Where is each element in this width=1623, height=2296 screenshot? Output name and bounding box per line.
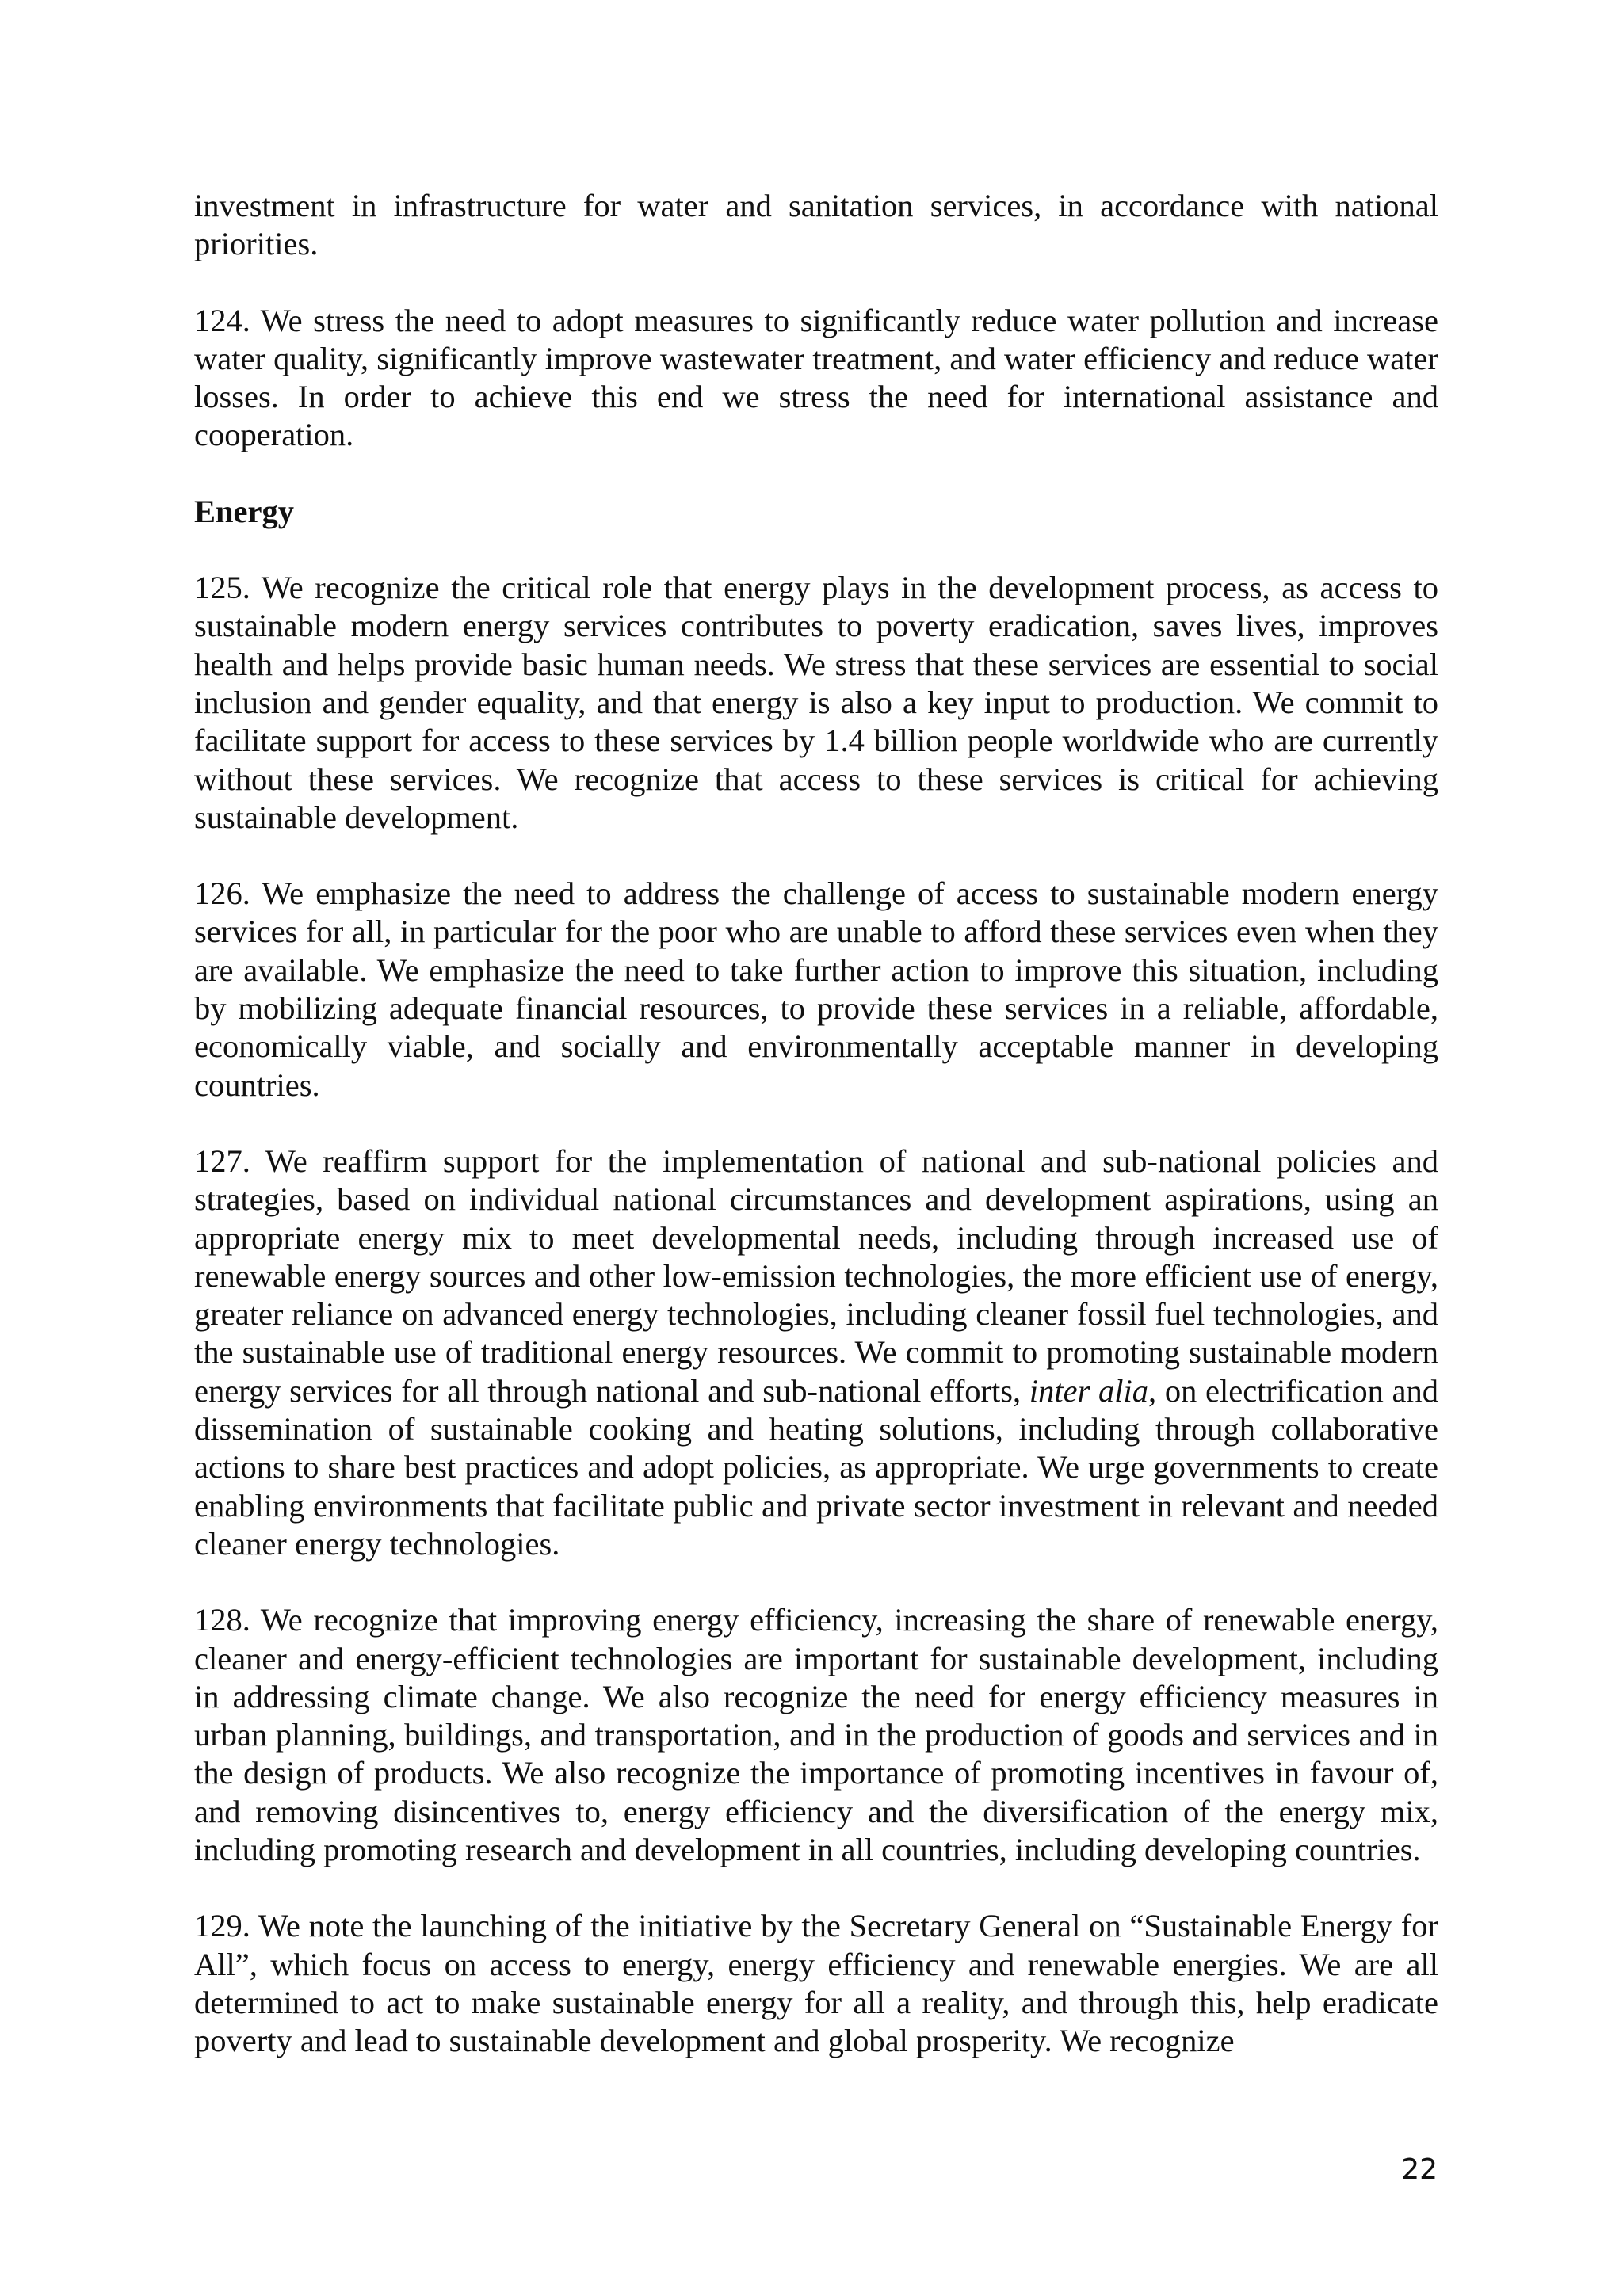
section-heading-energy: Energy	[194, 493, 294, 529]
paragraph-127-inter-alia: inter alia	[1029, 1372, 1149, 1409]
paragraph-126: 126. We emphasize the need to address the challenge of access to sustainable modern energy services for all, in particular for the poor who are unable to afford these services even when they are available. We emphasize the need to take further action to improve this situation, including by mobilizing adequate financial resources, to provide these services in a reliable, affordable, economically viable, and socially and environmentally acceptable manner in developing countries.	[194, 875, 1438, 1103]
paragraph-124: 124. We stress the need to adopt measures to significantly reduce water pollution and increase water quality, significantly improve wastewater treatment, and water efficiency and reduce water losses. In order to achieve this end we stress the need for international assistance and cooperation.	[194, 302, 1438, 453]
paragraph-127	[194, 1142, 1438, 1563]
document-page	[194, 187, 1438, 2098]
paragraph-129: 129. We note the launching of the initiative by the Secretary General on “Sustainable Energy for All”, which focus on access to energy, energy efficiency and renewable energies. We are all determined to act to make sustainable energy for all a reality, and through this, help eradicate poverty and lead to sustainable development and global prosperity. We recognize	[194, 1908, 1438, 2059]
paragraph-128: 128. We recognize that improving energy efficiency, increasing the share of renewable energy, cleaner and energy-efficient technologies are important for sustainable development, including in addressing climate change. We also recognize the need for energy efficiency measures in urban planning, buildings, and transportation, and in the production of goods and services and in the design of products. We also recognize the importance of promoting incentives in favour of, and removing disincentives to, energy efficiency and the diversification of the energy mix, including promoting research and development in all countries, including developing countries.	[194, 1602, 1438, 1867]
page-number: 22	[1401, 2153, 1438, 2186]
paragraph-125: 125. We recognize the critical role that energy plays in the development process, as access to sustainable modern energy services contributes to poverty eradication, saves lives, improves health and helps provide basic human needs. We stress that these services are essential to social inclusion and gender equality, and that energy is also a key input to production. We commit to facilitate support for access to these services by 1.4 billion people worldwide who are currently without these services. We recognize that access to these services is critical for achieving sustainable development.	[194, 570, 1438, 835]
paragraph-127-part-a: 127. We reaffirm support for the implementation of national and sub-national policies and strategies, based on individual national circumstances and development aspirations, using an appropriate energy mix to meet developmental needs, including through increased use of renewable energy sources and other low-emission technologies, the more efficient use of energy, greater reliance on advanced energy technologies, including cleaner fossil fuel technologies, and the sustainable use of traditional energy resources. We commit to promoting sustainable modern energy services for all through national and sub-national efforts,	[194, 1142, 1438, 1409]
paragraph-127-part-b: , on electrification and dissemination of sustainable cooking and heating solutions, including through collaborative actions to share best practices and adopt policies, as appropriate. We urge governments to create enabling environments that facilitate public and private sector investment in relevant and needed cleaner energy technologies.	[194, 1372, 1439, 1562]
paragraph-123-continued: investment in infrastructure for water and sanitation services, in accordance with national priorities.	[194, 188, 1438, 262]
